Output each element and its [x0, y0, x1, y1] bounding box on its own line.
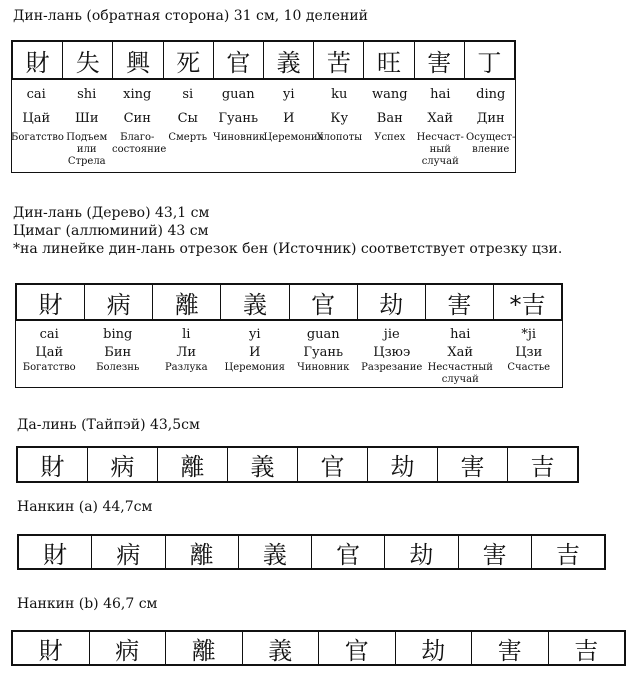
russian-reading: Хай	[447, 345, 474, 360]
meaning-label: Несчастный случай	[427, 362, 493, 385]
pinyin-label: yi	[248, 327, 261, 342]
russian-reading: Цай	[35, 345, 64, 360]
meaning-label: Богатство	[11, 132, 64, 143]
ruler-cell: 官	[289, 285, 357, 319]
ruler-cell: 害	[414, 42, 464, 78]
ruler-nanking-b	[11, 630, 626, 666]
ruler-cell: 財	[43, 540, 68, 569]
russian-reading: Син	[123, 111, 151, 126]
ruler-cell: 財	[40, 453, 65, 481]
ruler-ding-lan-back	[11, 40, 516, 80]
ruler-cell: 病	[84, 285, 152, 319]
meaning-label: Чиновник	[213, 132, 266, 143]
meaning-label: Чиновник	[297, 362, 350, 373]
pinyin-label: *ji	[521, 327, 537, 342]
pinyin-label: shi	[77, 87, 97, 102]
section2-line1: Дин-лань (Дерево) 43,1 см	[13, 205, 210, 221]
ruler-cell: 害	[458, 536, 531, 568]
russian-reading: Ши	[75, 111, 99, 126]
ruler-cell: 興	[112, 42, 162, 78]
ruler-cell: 財	[38, 636, 63, 665]
pinyin-label: si	[182, 87, 194, 102]
russian-reading: Ку	[330, 111, 349, 126]
ruler-cell: 死	[163, 42, 213, 78]
pinyin-label: guan	[306, 327, 340, 342]
pinyin-label: wang	[371, 87, 408, 102]
pinyin-label: xing	[123, 87, 152, 102]
ruler-cell: 官	[318, 632, 395, 664]
pinyin-label: jie	[383, 327, 400, 342]
meaning-label: Церемония	[263, 132, 324, 143]
ruler-cell: 離	[152, 285, 220, 319]
pinyin-label: hai	[430, 87, 451, 102]
ruler-cell: 義	[227, 448, 297, 481]
section2-line2: Цимаг (аллюминий) 43 см	[13, 223, 209, 239]
meaning-label: Смерть	[168, 132, 208, 143]
pinyin-label: bing	[103, 327, 133, 342]
ruler-da-lin	[16, 446, 579, 483]
ruler-cell: 劫	[367, 448, 437, 481]
meaning-label: Разлука	[164, 362, 208, 373]
ruler-cell: 劫	[357, 285, 425, 319]
meaning-label: Счастье	[507, 362, 551, 373]
ruler-cell: 離	[157, 448, 227, 481]
section2-note: *на линейке дин-лань отрезок бен (Источник) соответствует отрезку цзи.	[13, 241, 563, 257]
ruler-cell: 劫	[384, 536, 457, 568]
ruler-ding-lan-wood	[15, 283, 563, 321]
ruler-cell: 義	[263, 42, 313, 78]
ruler-cell: 害	[437, 448, 507, 481]
ruler-cell: 義	[220, 285, 288, 319]
ruler-cell: 旺	[363, 42, 413, 78]
ruler-cell: 吉	[531, 536, 604, 568]
meaning-label: Болезнь	[96, 362, 140, 373]
ruler-cell: 義	[238, 536, 311, 568]
section4-title: Нанкин (а) 44,7см	[17, 499, 153, 515]
russian-reading: Цай	[22, 111, 51, 126]
russian-reading: Цзюэ	[373, 345, 411, 360]
meaning-label: Осущест-вление	[466, 132, 516, 155]
ruler-cell: *吉	[493, 285, 561, 319]
ruler-cell: 病	[91, 536, 164, 568]
ruler-cell: 財	[38, 290, 63, 319]
ruler-cell: 失	[62, 42, 112, 78]
russian-reading: Ван	[376, 111, 403, 126]
pinyin-label: yi	[282, 87, 295, 102]
pinyin-label: cai	[39, 327, 59, 342]
russian-reading: Дин	[476, 111, 505, 126]
ruler-cell: 丁	[464, 42, 514, 78]
meaning-label: Успех	[374, 132, 406, 143]
ruler-cell: 離	[165, 536, 238, 568]
meaning-label: Хлопоты	[316, 132, 363, 143]
ruler-cell: 苦	[313, 42, 363, 78]
ruler-cell: 官	[213, 42, 263, 78]
ruler-cell: 害	[471, 632, 548, 664]
ruler-cell: 義	[242, 632, 319, 664]
meaning-label: Несчаст-ный случай	[416, 132, 464, 167]
pinyin-label: ku	[331, 87, 348, 102]
ruler-cell: 病	[89, 632, 166, 664]
russian-reading: Гуань	[303, 345, 344, 360]
ruler-cell: 離	[165, 632, 242, 664]
pinyin-label: hai	[450, 327, 471, 342]
meaning-label: Благо-состояние	[112, 132, 167, 155]
section3-title: Да-линь (Тайпэй) 43,5см	[17, 417, 200, 433]
ruler-cell: 吉	[548, 632, 625, 664]
ruler-cell: 害	[425, 285, 493, 319]
section5-title: Нанкин (b) 46,7 см	[17, 596, 158, 612]
ruler-cell: 病	[87, 448, 157, 481]
ruler-cell: 吉	[507, 448, 577, 481]
ruler-cell: 劫	[395, 632, 472, 664]
russian-reading: Сы	[177, 111, 198, 126]
ruler-nanking-a	[17, 534, 606, 570]
ruler-cell: 官	[297, 448, 367, 481]
section1-title: Дин-лань (обратная сторона) 31 см, 10 делений	[13, 8, 368, 24]
russian-reading: Гуань	[218, 111, 259, 126]
russian-reading: И	[249, 345, 261, 360]
russian-reading: Ли	[176, 345, 196, 360]
russian-reading: Цзи	[515, 345, 543, 360]
pinyin-label: ding	[476, 87, 506, 102]
russian-reading: Бин	[104, 345, 132, 360]
ruler-cell: 財	[25, 48, 50, 77]
meaning-label: Богатство	[22, 362, 76, 373]
pinyin-label: li	[182, 327, 191, 342]
pinyin-label: guan	[221, 87, 255, 102]
meaning-label: Церемония	[224, 362, 285, 373]
russian-reading: Хай	[427, 111, 454, 126]
ruler-cell: 官	[311, 536, 384, 568]
russian-reading: И	[283, 111, 295, 126]
meaning-label: Разрезание	[361, 362, 423, 373]
pinyin-label: cai	[26, 87, 46, 102]
meaning-label: Подъем или Стрела	[66, 132, 108, 167]
